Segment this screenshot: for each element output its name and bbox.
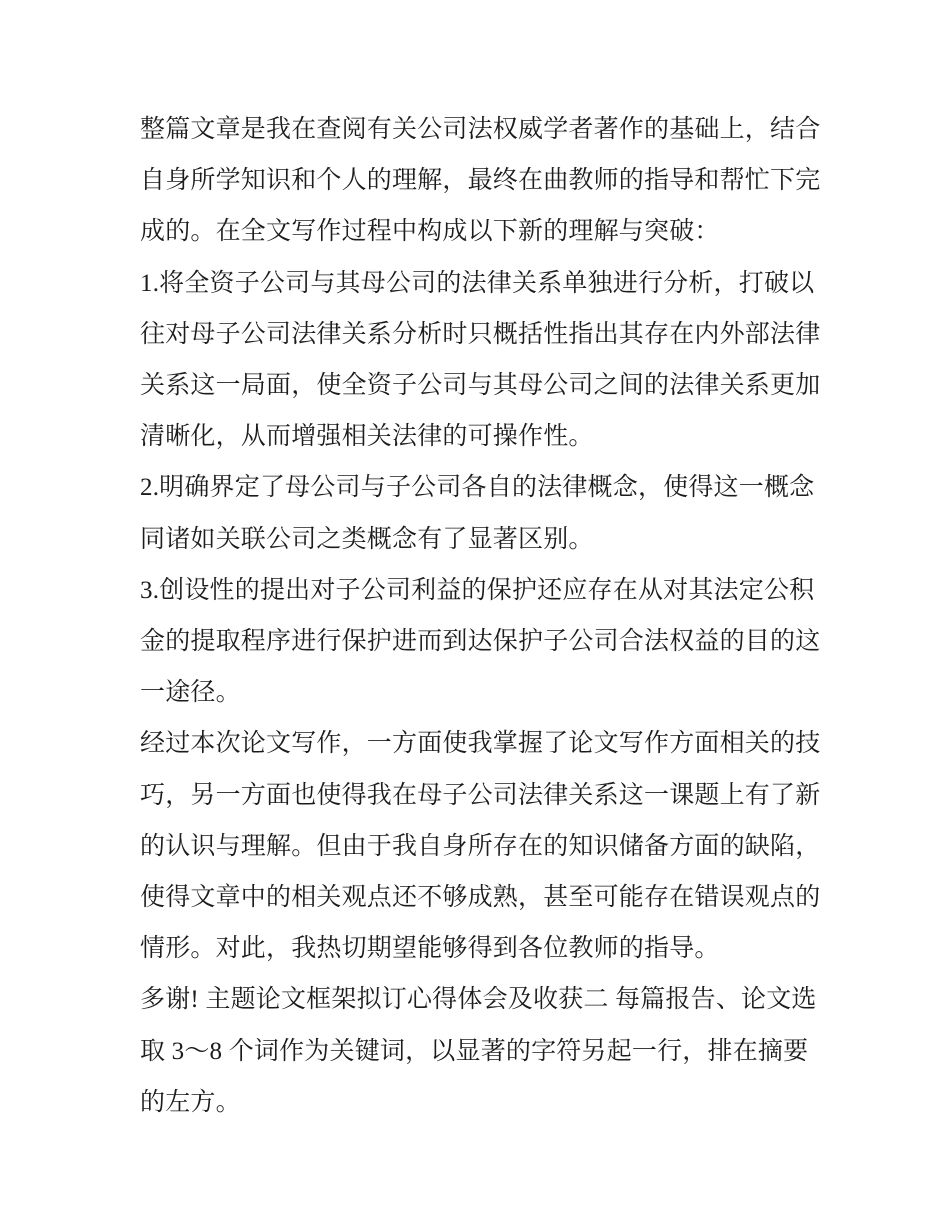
document-line: 往对母子公司法律关系分析时只概括性指出其存在内外部法律 xyxy=(140,320,821,348)
document-line: 1.将全资子公司与其母公司的法律关系单独进行分析，打破以 xyxy=(140,269,815,297)
document-line: 清晰化，从而增强相关法律的可操作性。 xyxy=(140,423,594,451)
document-text-block xyxy=(140,104,821,1128)
document-line: 取 3～8 个词作为关键词，以显著的字符另起一行，排在摘要 xyxy=(140,1037,809,1065)
document-line: 情形。对此，我热切期望能够得到各位教师的指导。 xyxy=(140,935,720,963)
document-line: 巧，另一方面也使得我在母子公司法律关系这一课题上有了新 xyxy=(140,781,821,809)
document-line: 使得文章中的相关观点还不够成熟，甚至可能存在错误观点的 xyxy=(140,884,821,912)
document-line: 整篇文章是我在查阅有关公司法权威学者著作的基础上，结合 xyxy=(140,116,821,143)
document-line: 的左方。 xyxy=(140,1088,241,1116)
document-line: 自身所学知识和个人的理解，最终在曲教师的指导和帮忙下完 xyxy=(140,167,821,195)
document-line: 多谢! 主题论文框架拟订心得体会及收获二 每篇报告、论文选 xyxy=(140,986,817,1014)
document-line: 关系这一局面，使全资子公司与其母公司之间的法律关系更加 xyxy=(140,372,821,400)
document-line: 2.明确界定了母公司与子公司各自的法律概念，使得这一概念 xyxy=(140,474,815,502)
document-line: 金的提取程序进行保护进而到达保护子公司合法权益的目的这 xyxy=(140,628,821,656)
document-line: 经过本次论文写作，一方面使我掌握了论文写作方面相关的技 xyxy=(140,730,821,758)
document-line: 成的。在全文写作过程中构成以下新的理解与突破： xyxy=(140,218,720,246)
document-line: 一途径。 xyxy=(140,679,241,707)
document-line: 的认识与理解。但由于我自身所存在的知识储备方面的缺陷， xyxy=(140,832,821,860)
document-line: 同诸如关联公司之类概念有了显著区别。 xyxy=(140,525,594,553)
document-line: 3.创设性的提出对子公司利益的保护还应存在从对其法定公积 xyxy=(140,576,815,604)
